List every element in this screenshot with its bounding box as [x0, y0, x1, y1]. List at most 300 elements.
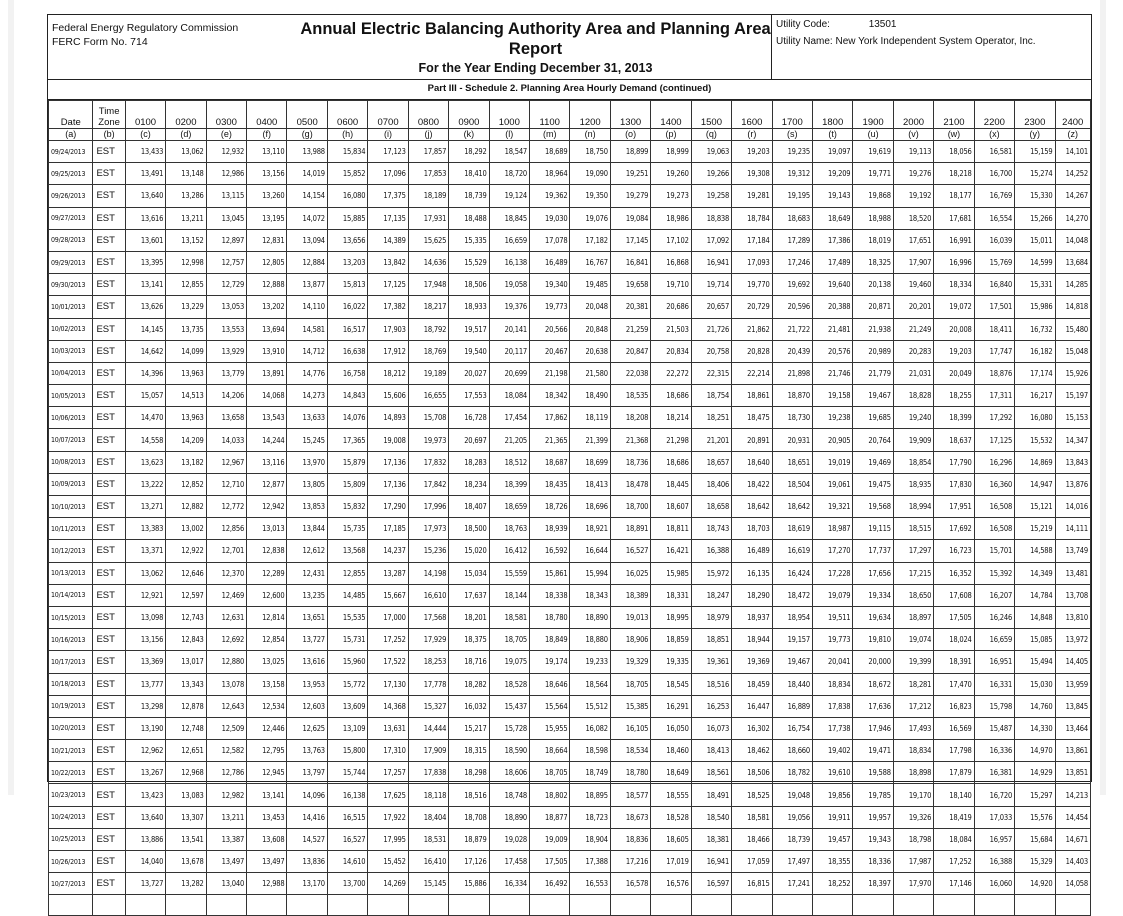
demand-cell: 17,292	[974, 407, 1014, 429]
demand-cell: 13,568	[327, 540, 367, 562]
demand-cell: 15,274	[1015, 163, 1055, 185]
column-header: Date	[49, 101, 93, 129]
demand-cell: 13,651	[287, 606, 327, 628]
demand-cell: 18,298	[449, 762, 489, 784]
demand-cell: 18,730	[772, 407, 812, 429]
demand-cell: 21,503	[651, 318, 691, 340]
table-row	[49, 362, 1091, 384]
demand-cell: 17,092	[691, 229, 731, 251]
demand-cell: 13,842	[368, 251, 408, 273]
demand-cell: 12,805	[247, 251, 287, 273]
hourly-demand-table	[48, 100, 1091, 916]
demand-cell: 12,651	[166, 740, 206, 762]
demand-cell: 18,859	[651, 629, 691, 651]
demand-cell: 13,307	[166, 806, 206, 828]
demand-cell: 20,847	[610, 340, 650, 362]
demand-cell: 17,182	[570, 229, 610, 251]
demand-cell: 16,841	[610, 251, 650, 273]
demand-cell: 17,929	[408, 629, 448, 651]
demand-cell: 17,951	[934, 496, 974, 518]
column-code: (o)	[610, 129, 650, 141]
empty-cell	[287, 895, 327, 916]
demand-cell: 17,059	[732, 851, 772, 873]
demand-cell: 16,515	[327, 806, 367, 828]
demand-cell: 17,093	[732, 251, 772, 273]
demand-cell: 14,033	[206, 429, 246, 451]
demand-cell: 18,338	[530, 584, 570, 606]
demand-cell: 17,382	[368, 296, 408, 318]
column-header: 2300	[1015, 101, 1055, 129]
demand-cell: 20,381	[610, 296, 650, 318]
demand-cell: 15,020	[449, 540, 489, 562]
demand-cell: 13,190	[125, 717, 165, 739]
demand-cell: 13,110	[247, 141, 287, 163]
demand-cell: 13,045	[206, 207, 246, 229]
demand-cell: 14,058	[1055, 873, 1091, 895]
demand-cell: 16,638	[327, 340, 367, 362]
demand-cell: 16,296	[974, 451, 1014, 473]
demand-cell: 15,576	[1015, 806, 1055, 828]
demand-cell: 13,222	[125, 473, 165, 495]
demand-cell: 16,039	[974, 229, 1014, 251]
demand-cell: 19,009	[530, 828, 570, 850]
demand-cell: 18,490	[570, 385, 610, 407]
demand-cell: 19,209	[812, 163, 852, 185]
date-cell: 10/02/2013	[49, 318, 93, 340]
demand-cell: 19,019	[812, 451, 852, 473]
column-code: (n)	[570, 129, 610, 141]
demand-cell: 17,625	[368, 784, 408, 806]
time-zone-cell: EST	[93, 362, 125, 384]
demand-cell: 14,581	[287, 318, 327, 340]
demand-cell: 20,141	[489, 318, 529, 340]
demand-cell: 19,266	[691, 163, 731, 185]
demand-cell: 20,008	[934, 318, 974, 340]
demand-cell: 13,148	[166, 163, 206, 185]
demand-cell: 19,334	[853, 584, 893, 606]
demand-cell: 19,048	[772, 784, 812, 806]
table-row	[49, 673, 1091, 695]
demand-cell: 16,957	[974, 828, 1014, 850]
demand-cell: 18,895	[570, 784, 610, 806]
demand-cell: 20,138	[853, 274, 893, 296]
demand-cell: 13,260	[247, 185, 287, 207]
demand-cell: 19,773	[812, 629, 852, 651]
date-cell: 09/29/2013	[49, 251, 93, 273]
time-zone-cell: EST	[93, 141, 125, 163]
demand-cell: 13,972	[1055, 629, 1091, 651]
time-zone-cell: EST	[93, 496, 125, 518]
demand-cell: 12,597	[166, 584, 206, 606]
demand-cell: 13,640	[125, 185, 165, 207]
demand-cell: 17,970	[893, 873, 933, 895]
demand-cell: 12,897	[206, 229, 246, 251]
demand-cell: 22,038	[610, 362, 650, 384]
demand-cell: 15,986	[1015, 296, 1055, 318]
demand-cell: 17,501	[974, 296, 1014, 318]
demand-cell: 18,460	[651, 740, 691, 762]
time-zone-cell: EST	[93, 274, 125, 296]
demand-cell: 16,941	[691, 251, 731, 273]
demand-cell: 21,399	[570, 429, 610, 451]
demand-cell: 18,331	[651, 584, 691, 606]
demand-cell: 14,599	[1015, 251, 1055, 273]
column-code: (l)	[489, 129, 529, 141]
demand-cell: 18,118	[408, 784, 448, 806]
demand-cell: 18,528	[651, 806, 691, 828]
column-header: Time Zone	[93, 101, 125, 129]
demand-cell: 13,988	[287, 141, 327, 163]
demand-cell: 15,813	[327, 274, 367, 296]
demand-cell: 18,251	[691, 407, 731, 429]
demand-cell: 16,138	[489, 251, 529, 273]
demand-cell: 12,854	[247, 629, 287, 651]
demand-cell: 18,877	[530, 806, 570, 828]
demand-cell: 18,880	[570, 629, 610, 651]
demand-cell: 13,805	[287, 473, 327, 495]
demand-cell: 20,758	[691, 340, 731, 362]
demand-cell: 12,880	[206, 651, 246, 673]
demand-cell: 12,748	[166, 717, 206, 739]
table-row	[49, 629, 1091, 651]
demand-cell: 15,532	[1015, 429, 1055, 451]
demand-cell: 19,063	[691, 141, 731, 163]
time-zone-cell: EST	[93, 740, 125, 762]
demand-cell: 20,049	[934, 362, 974, 384]
demand-cell: 18,811	[651, 518, 691, 540]
column-code-row	[49, 129, 1091, 141]
demand-cell: 17,033	[974, 806, 1014, 828]
agency-name: Federal Energy Regulatory Commission	[52, 22, 239, 34]
demand-cell: 18,838	[691, 207, 731, 229]
column-code: (d)	[166, 129, 206, 141]
demand-cell: 17,973	[408, 518, 448, 540]
demand-cell: 18,854	[893, 451, 933, 473]
demand-cell: 18,861	[732, 385, 772, 407]
demand-cell: 14,285	[1055, 274, 1091, 296]
demand-cell: 15,048	[1055, 340, 1091, 362]
demand-cell: 18,545	[651, 673, 691, 695]
demand-cell: 13,963	[166, 362, 206, 384]
demand-cell: 14,470	[125, 407, 165, 429]
column-code: (x)	[974, 129, 1014, 141]
time-zone-cell: EST	[93, 185, 125, 207]
demand-cell: 12,982	[206, 784, 246, 806]
demand-cell: 19,710	[651, 274, 691, 296]
demand-cell: 18,488	[449, 207, 489, 229]
demand-cell: 13,777	[125, 673, 165, 695]
date-cell: 10/21/2013	[49, 740, 93, 762]
demand-cell: 17,830	[934, 473, 974, 495]
demand-cell: 17,126	[449, 851, 489, 873]
demand-cell: 19,058	[489, 274, 529, 296]
demand-cell: 19,475	[853, 473, 893, 495]
demand-cell: 21,368	[610, 429, 650, 451]
demand-cell: 20,117	[489, 340, 529, 362]
demand-cell: 13,727	[125, 873, 165, 895]
demand-cell: 17,146	[934, 873, 974, 895]
demand-cell: 12,882	[166, 496, 206, 518]
demand-cell: 17,289	[772, 229, 812, 251]
empty-cell	[812, 895, 852, 916]
demand-cell: 14,920	[1015, 873, 1055, 895]
demand-cell: 15,197	[1055, 385, 1091, 407]
empty-cell	[1015, 895, 1055, 916]
demand-cell: 18,590	[489, 740, 529, 762]
demand-cell: 16,334	[489, 873, 529, 895]
column-header: 1900	[853, 101, 893, 129]
demand-cell: 16,032	[449, 695, 489, 717]
demand-cell: 16,659	[974, 629, 1014, 651]
empty-cell	[974, 895, 1014, 916]
column-code: (g)	[287, 129, 327, 141]
demand-cell: 18,696	[570, 496, 610, 518]
demand-cell: 19,079	[812, 584, 852, 606]
demand-cell: 14,213	[1055, 784, 1091, 806]
column-code: (h)	[327, 129, 367, 141]
demand-cell: 20,467	[530, 340, 570, 362]
demand-cell: 13,779	[206, 362, 246, 384]
demand-cell: 12,701	[206, 540, 246, 562]
demand-cell: 18,389	[610, 584, 650, 606]
demand-cell: 18,836	[610, 828, 650, 850]
demand-cell: 12,757	[206, 251, 246, 273]
demand-cell: 19,540	[449, 340, 489, 362]
demand-cell: 15,708	[408, 407, 448, 429]
demand-cell: 19,143	[812, 185, 852, 207]
demand-cell: 13,383	[125, 518, 165, 540]
demand-cell: 18,649	[812, 207, 852, 229]
demand-cell: 18,084	[934, 828, 974, 850]
table-row	[49, 496, 1091, 518]
demand-cell: 17,832	[408, 451, 448, 473]
demand-cell: 16,659	[489, 229, 529, 251]
demand-cell: 18,687	[530, 451, 570, 473]
demand-cell: 16,732	[1015, 318, 1055, 340]
demand-cell: 19,785	[853, 784, 893, 806]
column-header: 0800	[408, 101, 448, 129]
demand-cell: 17,290	[368, 496, 408, 518]
demand-cell: 18,506	[732, 762, 772, 784]
demand-cell: 18,754	[691, 385, 731, 407]
demand-cell: 12,710	[206, 473, 246, 495]
column-code: (e)	[206, 129, 246, 141]
demand-cell: 18,406	[691, 473, 731, 495]
date-cell: 10/20/2013	[49, 717, 93, 739]
demand-cell: 15,684	[1015, 828, 1055, 850]
demand-cell: 13,640	[125, 806, 165, 828]
demand-cell: 14,784	[1015, 584, 1055, 606]
demand-cell: 19,973	[408, 429, 448, 451]
demand-cell: 19,619	[853, 141, 893, 163]
demand-cell: 18,891	[610, 518, 650, 540]
demand-cell: 17,123	[368, 141, 408, 163]
demand-cell: 16,105	[610, 717, 650, 739]
demand-cell: 18,491	[691, 784, 731, 806]
demand-cell: 12,884	[287, 251, 327, 273]
demand-cell: 16,073	[691, 717, 731, 739]
demand-cell: 14,416	[287, 806, 327, 828]
utility-name-label: Utility Name:	[776, 36, 833, 47]
demand-cell: 19,189	[408, 362, 448, 384]
demand-cell: 12,786	[206, 762, 246, 784]
demand-cell: 17,228	[812, 562, 852, 584]
demand-cell: 18,743	[691, 518, 731, 540]
demand-cell: 19,340	[530, 274, 570, 296]
demand-cell: 21,365	[530, 429, 570, 451]
demand-cell: 13,369	[125, 651, 165, 673]
demand-cell: 14,072	[287, 207, 327, 229]
demand-cell: 12,843	[166, 629, 206, 651]
demand-cell: 13,694	[247, 318, 287, 340]
demand-cell: 18,325	[853, 251, 893, 273]
demand-cell: 18,140	[934, 784, 974, 806]
demand-cell: 18,399	[934, 407, 974, 429]
demand-cell: 19,369	[732, 651, 772, 673]
utility-block	[771, 15, 1092, 79]
demand-cell: 14,267	[1055, 185, 1091, 207]
date-cell: 10/16/2013	[49, 629, 93, 651]
demand-cell: 18,534	[610, 740, 650, 762]
demand-cell: 18,979	[691, 606, 731, 628]
time-zone-cell: EST	[93, 806, 125, 828]
column-header: 1300	[610, 101, 650, 129]
column-header: 2100	[934, 101, 974, 129]
demand-cell: 17,470	[934, 673, 974, 695]
demand-cell: 19,321	[812, 496, 852, 518]
demand-cell: 17,136	[368, 473, 408, 495]
demand-cell: 12,729	[206, 274, 246, 296]
demand-cell: 18,024	[934, 629, 974, 651]
empty-cell	[49, 895, 93, 916]
demand-cell: 14,206	[206, 385, 246, 407]
demand-cell: 13,141	[125, 274, 165, 296]
demand-cell: 17,853	[408, 163, 448, 185]
demand-cell: 15,731	[327, 629, 367, 651]
date-cell: 10/04/2013	[49, 362, 93, 384]
demand-cell: 15,329	[1015, 851, 1055, 873]
demand-cell: 18,606	[489, 762, 529, 784]
demand-cell: 20,697	[449, 429, 489, 451]
demand-cell: 18,750	[570, 141, 610, 163]
table-row	[49, 318, 1091, 340]
table-row	[49, 873, 1091, 895]
demand-cell: 17,185	[368, 518, 408, 540]
demand-cell: 17,778	[408, 673, 448, 695]
demand-cell: 14,096	[287, 784, 327, 806]
demand-cell: 18,056	[934, 141, 974, 163]
demand-cell: 12,534	[247, 695, 287, 717]
time-zone-cell: EST	[93, 695, 125, 717]
demand-cell: 12,855	[166, 274, 206, 296]
demand-cell: 19,588	[853, 762, 893, 784]
demand-cell: 13,633	[287, 407, 327, 429]
demand-cell: 20,989	[853, 340, 893, 362]
demand-cell: 14,244	[247, 429, 287, 451]
demand-cell: 18,937	[732, 606, 772, 628]
demand-cell: 16,424	[772, 562, 812, 584]
demand-cell: 18,342	[530, 385, 570, 407]
demand-cell: 18,899	[610, 141, 650, 163]
demand-cell: 14,610	[327, 851, 367, 873]
demand-cell: 14,588	[1015, 540, 1055, 562]
date-cell: 10/07/2013	[49, 429, 93, 451]
demand-cell: 14,712	[287, 340, 327, 362]
demand-cell: 17,922	[368, 806, 408, 828]
demand-cell: 21,862	[732, 318, 772, 340]
date-cell: 10/19/2013	[49, 695, 93, 717]
demand-cell: 14,101	[1055, 141, 1091, 163]
demand-cell: 18,995	[651, 606, 691, 628]
demand-cell: 17,798	[934, 740, 974, 762]
form-header	[48, 15, 1091, 80]
demand-cell: 18,906	[610, 629, 650, 651]
demand-cell: 13,727	[287, 629, 327, 651]
utility-code-label: Utility Code:	[776, 19, 830, 30]
demand-cell: 13,156	[247, 163, 287, 185]
demand-cell: 19,714	[691, 274, 731, 296]
time-zone-cell: EST	[93, 473, 125, 495]
demand-cell: 17,948	[408, 274, 448, 296]
demand-cell: 22,315	[691, 362, 731, 384]
date-cell: 10/18/2013	[49, 673, 93, 695]
demand-cell: 16,554	[974, 207, 1014, 229]
demand-cell: 14,843	[327, 385, 367, 407]
demand-cell: 16,527	[327, 828, 367, 850]
demand-cell: 18,994	[893, 496, 933, 518]
demand-cell: 15,011	[1015, 229, 1055, 251]
demand-cell: 20,000	[853, 651, 893, 673]
demand-cell: 18,253	[408, 651, 448, 673]
demand-cell: 13,062	[166, 141, 206, 163]
time-zone-cell: EST	[93, 651, 125, 673]
demand-cell: 17,252	[934, 851, 974, 873]
demand-cell: 21,779	[853, 362, 893, 384]
demand-cell: 20,388	[812, 296, 852, 318]
demand-cell: 12,888	[247, 274, 287, 296]
table-row	[49, 562, 1091, 584]
demand-cell: 20,596	[772, 296, 812, 318]
demand-cell: 18,516	[691, 673, 731, 695]
demand-cell: 21,746	[812, 362, 852, 384]
time-zone-cell: EST	[93, 629, 125, 651]
demand-cell: 12,509	[206, 717, 246, 739]
time-zone-cell: EST	[93, 229, 125, 251]
demand-cell: 18,705	[530, 762, 570, 784]
demand-cell: 18,689	[530, 141, 570, 163]
demand-cell: 18,212	[368, 362, 408, 384]
demand-cell: 17,174	[1015, 362, 1055, 384]
demand-cell: 18,720	[489, 163, 529, 185]
demand-cell: 19,771	[853, 163, 893, 185]
demand-cell: 18,119	[570, 407, 610, 429]
demand-cell: 14,019	[287, 163, 327, 185]
demand-cell: 18,851	[691, 629, 731, 651]
demand-cell: 13,062	[125, 562, 165, 584]
demand-cell: 18,189	[408, 185, 448, 207]
demand-cell: 14,068	[247, 385, 287, 407]
demand-cell: 17,747	[974, 340, 1014, 362]
demand-cell: 18,700	[610, 496, 650, 518]
demand-cell: 15,452	[368, 851, 408, 873]
time-zone-cell: EST	[93, 762, 125, 784]
demand-cell: 16,619	[772, 540, 812, 562]
demand-cell: 17,995	[368, 828, 408, 850]
demand-cell: 13,053	[206, 296, 246, 318]
demand-cell: 16,217	[1015, 385, 1055, 407]
demand-cell: 18,381	[691, 828, 731, 850]
demand-cell: 17,838	[812, 695, 852, 717]
